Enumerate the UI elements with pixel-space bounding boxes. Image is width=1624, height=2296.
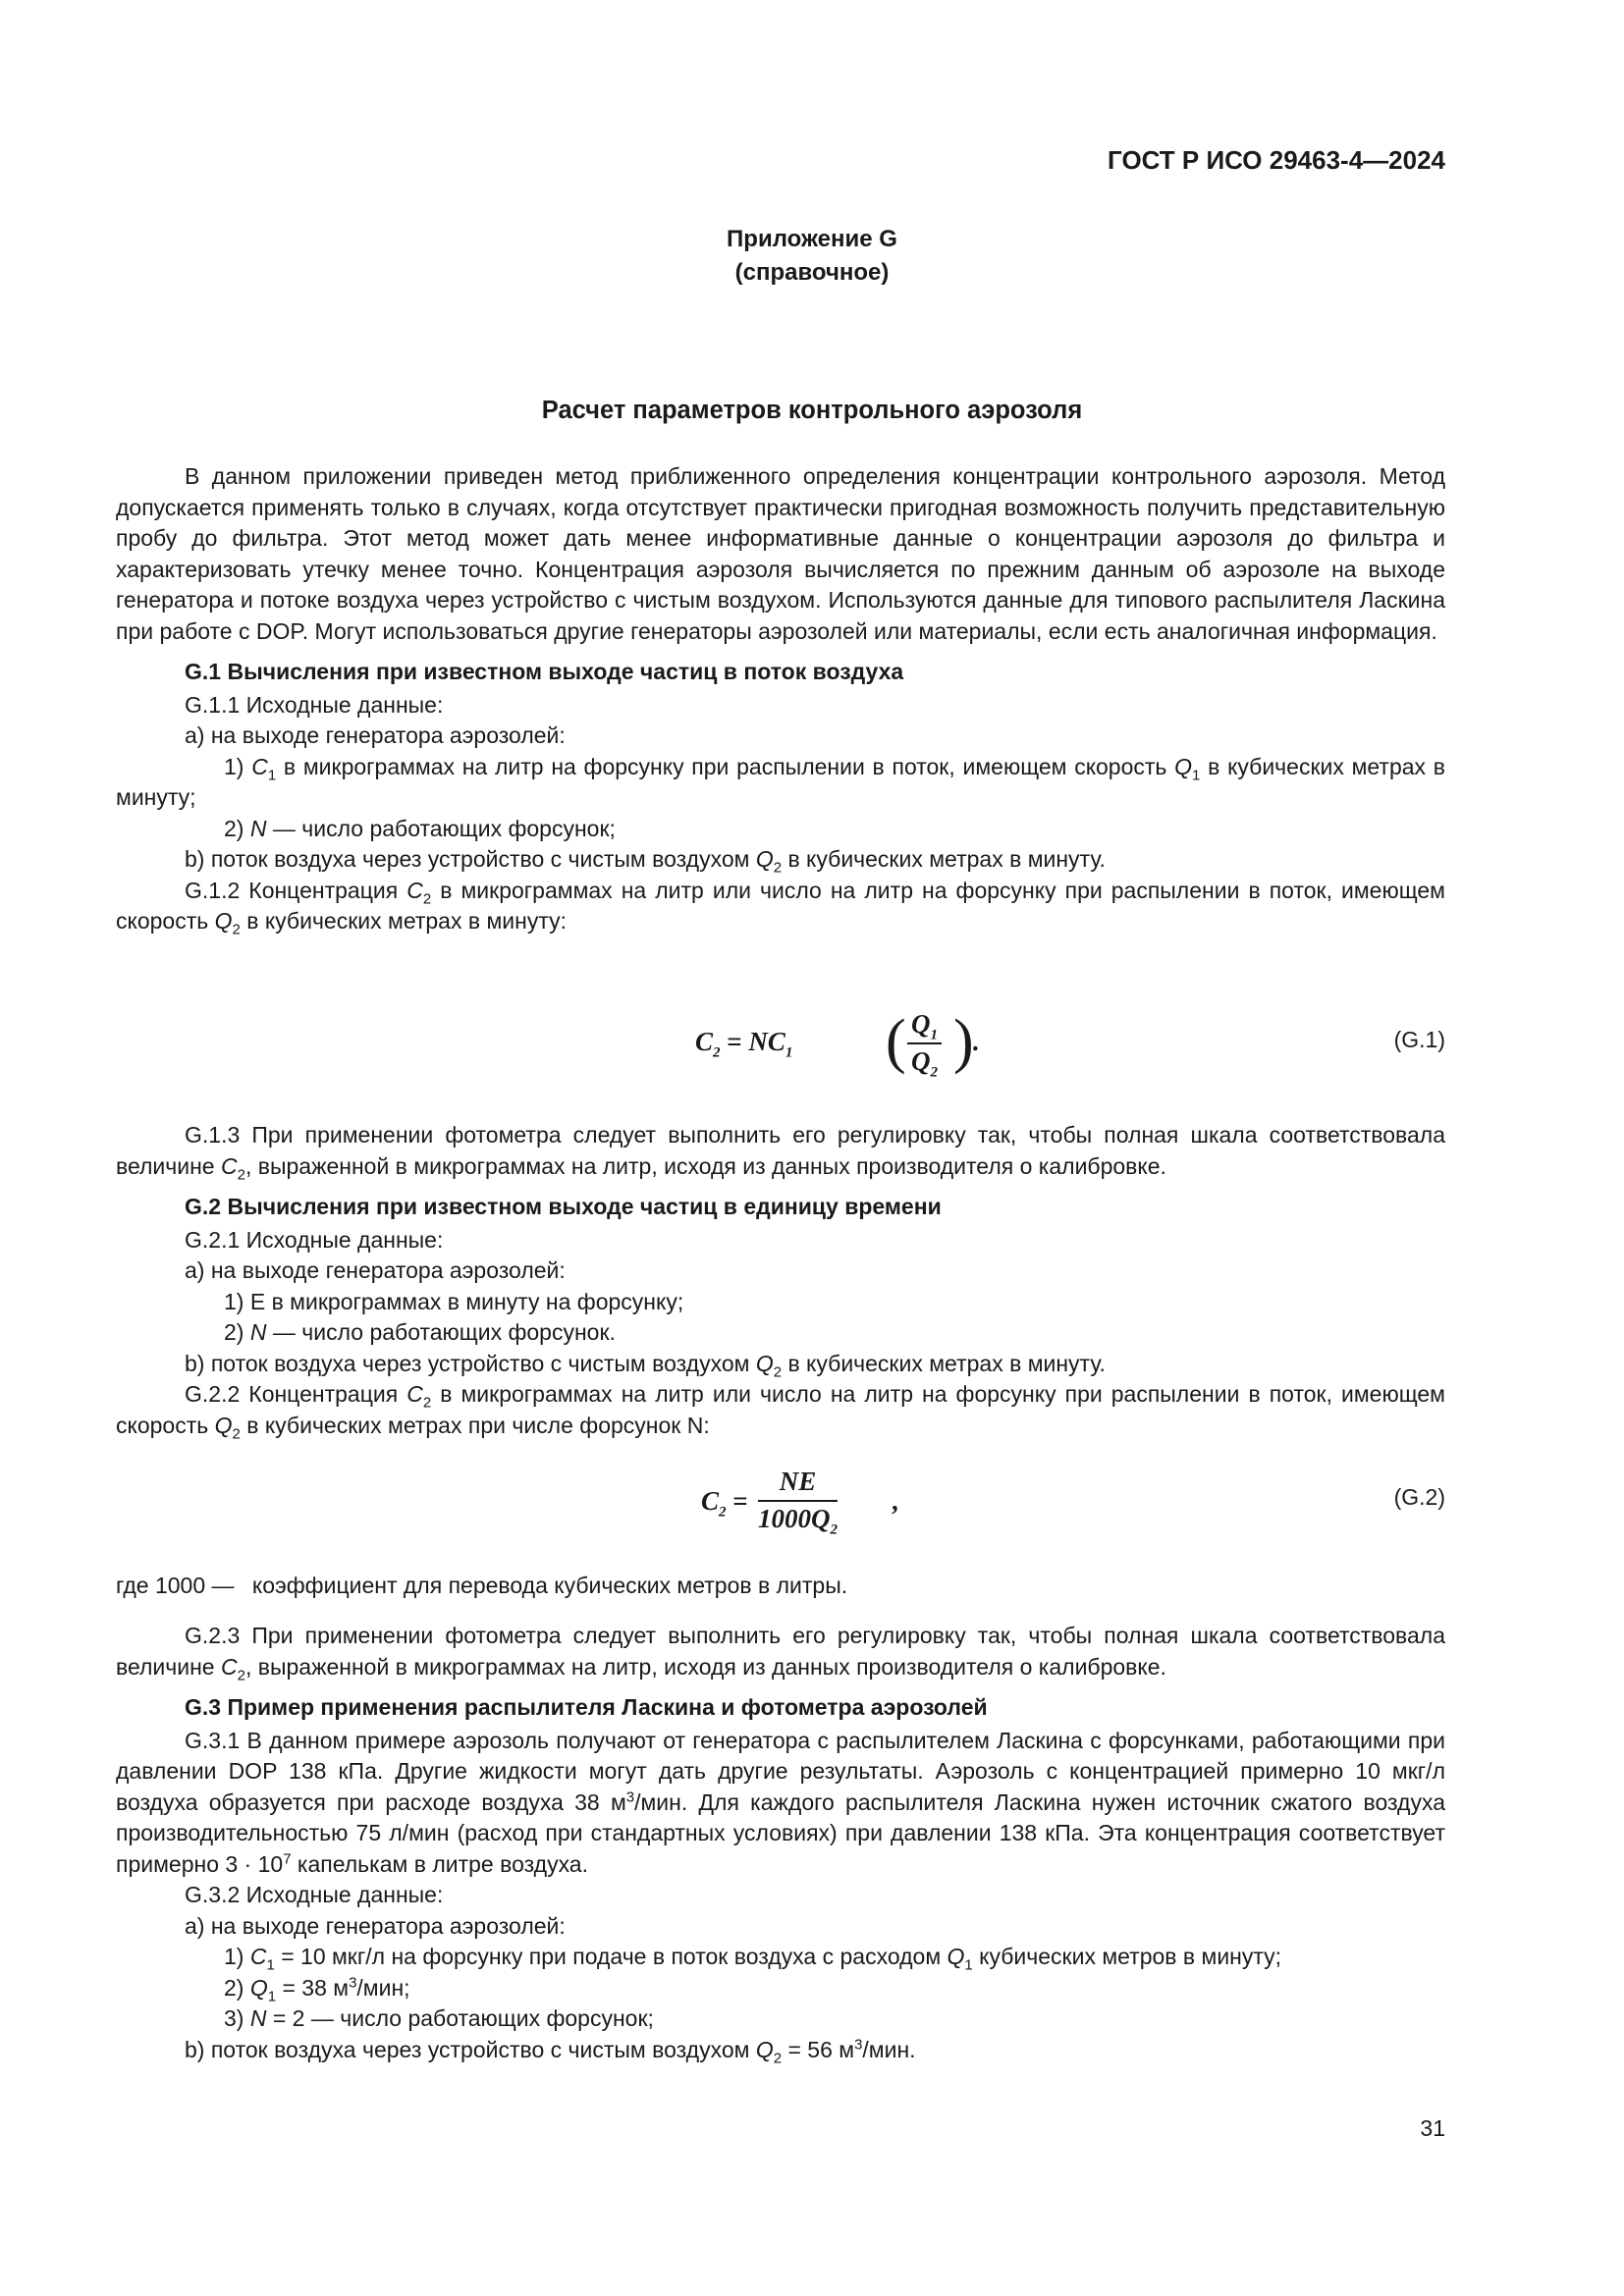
g3-heading: G.3 Пример применения распылителя Ласкина и фотометра аэрозолей — [185, 1694, 988, 1720]
annex-title: Расчет параметров контрольного аэрозоля — [541, 397, 1083, 424]
section-g1-text — [116, 461, 1445, 937]
g2-heading: G.2 Вычисления при известном выходе частиц в единицу времени — [185, 1194, 942, 1219]
g1-item-a2: 2) N — число работающих форсунок; — [224, 815, 616, 841]
g1-heading: G.1 Вычисления при известном выходе частиц в поток воздуха — [185, 659, 904, 684]
page-number: 31 — [1420, 2115, 1445, 2141]
standard-code-header: ГОСТ Р ИСО 29463-4—2024 — [1108, 145, 1445, 175]
g3-item-a2: 2) $Q_1 = 38$ $м^3$/мин; — [224, 1973, 410, 2005]
g3-item-a3: 3) N = 2 — число работающих форсунок; — [224, 2005, 654, 2031]
intro-paragraph: В данном приложении приведен метод приближенного определения концентрации контрольного аэрозоля. Метод допускается применять только в случаях, когда отсутствует практически пригодная возможность получить представительную пробу до фильтра. Этот метод может дать менее информативные данные о концентрации аэрозоля до фильтра и характеризовать утечку менее точно. Концентрация аэрозоля вычисляется по прежним данным об аэрозоле на выходе генератора и потоке воздуха через устройство с чистым воздухом. Используются данные для типового распылителя Ласкина при работе с DOP. Могут использоваться другие генераторы аэрозолей или материалы, если есть аналогичная информация. — [116, 463, 1445, 644]
g2-item-b: b) поток воздуха через устройство с чистым воздухом $Q_2$ в кубических метрах в минуту. — [185, 1350, 1106, 1381]
annex-type: (справочное) — [734, 259, 890, 286]
where-label: где 1000 — — [116, 1573, 235, 1598]
section-g2-text — [116, 1120, 1445, 1441]
formula-g2-fraction — [758, 1467, 838, 1537]
g2-1-paragraph: G.2.1 Исходные данные: — [185, 1226, 444, 1253]
g2-item-a2: 2) N — число работающих форсунок. — [224, 1319, 616, 1345]
annex-label: Приложение G — [727, 226, 897, 252]
formula-g2 — [116, 1463, 1445, 1551]
g1-item-b: b) поток воздуха через устройство с чистым воздухом $Q_2$ в кубических метрах в минуту. — [185, 846, 1106, 877]
formula-g1-number: (G.1) — [1393, 1027, 1445, 1052]
g1-3-paragraph: G.1.3 При применении фотометра следует выполнить его регулировку так, чтобы полная шкала соответствовала величине $C_2$, выраженной в микрограммах на литр, исходя из данных производителя о калибровке. — [116, 1122, 1445, 1184]
formula-g1-numerator: $Q_1$ — [907, 1009, 942, 1044]
g2-item-a: а) на выходе генератора аэрозолей: — [185, 1257, 566, 1283]
formula-g2-numerator: NE — [758, 1467, 838, 1502]
formula-g1-denominator: $Q_2$ — [911, 1045, 938, 1080]
formula-g1 — [116, 1003, 1445, 1092]
g2-3-paragraph: G.2.3 При применении фотометра следует выполнить его регулировку так, чтобы полная шкала соответствовала величине $C_2$, выраженной в микрограммах на литр, исходя из данных производителя о калибровке. — [116, 1623, 1445, 1684]
g3-2-paragraph: G.3.2 Исходные данные: — [185, 1882, 444, 1907]
g1-item-a1: 1) $C_1$ в микрограммах на литр на форсунку при распылении в поток, имеющем скорость $Q_1$ в кубических метрах в минуту; — [116, 753, 1446, 810]
formula-g2-number: (G.2) — [1393, 1484, 1445, 1510]
g3-item-a1: 1) $C_1 = 10$ мкг/л на форсунку при подаче в поток воздуха с расходом $Q_1$ кубических метров в минуту; — [224, 1944, 1282, 1974]
g2-2-paragraph: G.2.2 Концентрация $C_2$ в микрограммах на литр или число на литр на форсунку при распылении в поток, имеющем скорость $Q_2$ в кубических метрах при числе форсунок N: — [116, 1381, 1445, 1443]
g3-item-b: b) поток воздуха через устройство с чистым воздухом $Q_2 = 56$ $м^3$/мин. — [185, 2035, 916, 2067]
formula-g1-end: . — [972, 1027, 979, 1056]
g3-item-a: а) на выходе генератора аэрозолей: — [185, 1912, 566, 1939]
g1-2-paragraph: G.1.2 Концентрация $C_2$ в микрограммах на литр или число на литр на форсунку при распылении в поток, имеющем скорость $Q_2$ в кубических метрах в минуту: — [116, 877, 1445, 938]
g3-1-paragraph: G.3.1 В данном примере аэрозоль получают от генератора с распылителем Ласкина с форсунками, работающими при давлении DOP 138 кПа. Другие жидкости могут дать другие результаты. Аэрозоль с концентрацией примерно 10 мкг/л воздуха образуется при расходе воздуха 38 $м^3$/мин. Для каждого распылителя Ласкина нужен источник сжатого воздуха производительностью 75 л/мин (расход при стандартных условиях) при давлении 138 кПа. Эта концентрация соответствует примерно $3 \cdot 10^7$ капелькам в литре воздуха. — [116, 1727, 1445, 1877]
formula-g1-left-paren: ( — [886, 1008, 906, 1075]
section-g3-text — [116, 1621, 1445, 2065]
formula-g2-where — [116, 1571, 847, 1602]
formula-g2-end: , — [892, 1486, 898, 1516]
formula-g2-denominator: $1000Q_2$ — [758, 1503, 838, 1537]
formula-g1-lhs: $C_2 = NC_1$ — [695, 1027, 793, 1061]
formula-g1-fraction — [907, 1009, 942, 1080]
where-text: коэффициент для перевода кубических метров в литры. — [251, 1573, 848, 1598]
formula-g1-right-paren: ) — [953, 1008, 974, 1075]
g1-item-a: а) на выходе генератора аэрозолей: — [185, 722, 566, 748]
g1-1-paragraph: G.1.1 Исходные данные: — [185, 691, 444, 718]
formula-g2-lhs: $C_2$ = — [701, 1486, 748, 1521]
g2-item-a1: 1) Е в микрограммах в минуту на форсунку; — [224, 1288, 684, 1314]
